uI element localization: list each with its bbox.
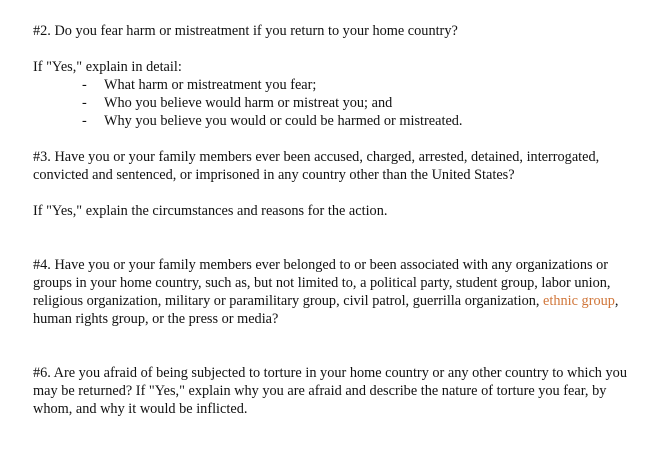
spacer [33,184,648,202]
document-page [33,22,648,418]
question-2: #2. Do you fear harm or mistreatment if you return to your home country? [33,23,458,39]
question-3: #3. Have you or your family members ever been accused, charged, arrested, detained, interrogated, convicted and sentenced, or imprisoned in any country other than the United States? [33,149,600,183]
bullet-dash: - [82,95,87,111]
question-2-intro: If "Yes," explain in detail: [33,59,182,75]
bullet-dash: - [82,113,87,129]
bullet-text: What harm or mistreatment you fear; [104,77,317,93]
spacer [33,40,648,58]
question-4-text-end: , human rights group, or the press or media? [33,293,619,327]
question-4-text-start: #4. Have you or your family members ever belonged to or been associated with any organizations or groups in your home country, such as, but not limited to, a political party, student group, labor union, religious organization, military or paramilitary group, civil patrol, guerrilla organization, [33,257,611,309]
spacer [33,220,648,256]
bullet-text: Why you believe you would or could be harmed or mistreated. [104,113,463,129]
bullet-text: Who you believe would harm or mistreat you; and [104,95,393,111]
bullet-item [33,76,648,94]
bullet-item [33,94,648,112]
question-2-bullet-list [33,76,648,130]
question-3-followup: If "Yes," explain the circumstances and reasons for the action. [33,203,388,219]
spacer [33,130,648,148]
spacer [33,328,648,364]
ethnic-group-link[interactable]: ethnic group [543,293,615,309]
bullet-dash: - [82,77,87,93]
question-4 [33,256,648,328]
bullet-item [33,112,648,130]
question-6: #6. Are you afraid of being subjected to torture in your home country or any other country to which you may be returned? If "Yes," explain why you are afraid and describe the nature of torture you fear, by whom, and why it would be inflicted. [33,365,627,417]
